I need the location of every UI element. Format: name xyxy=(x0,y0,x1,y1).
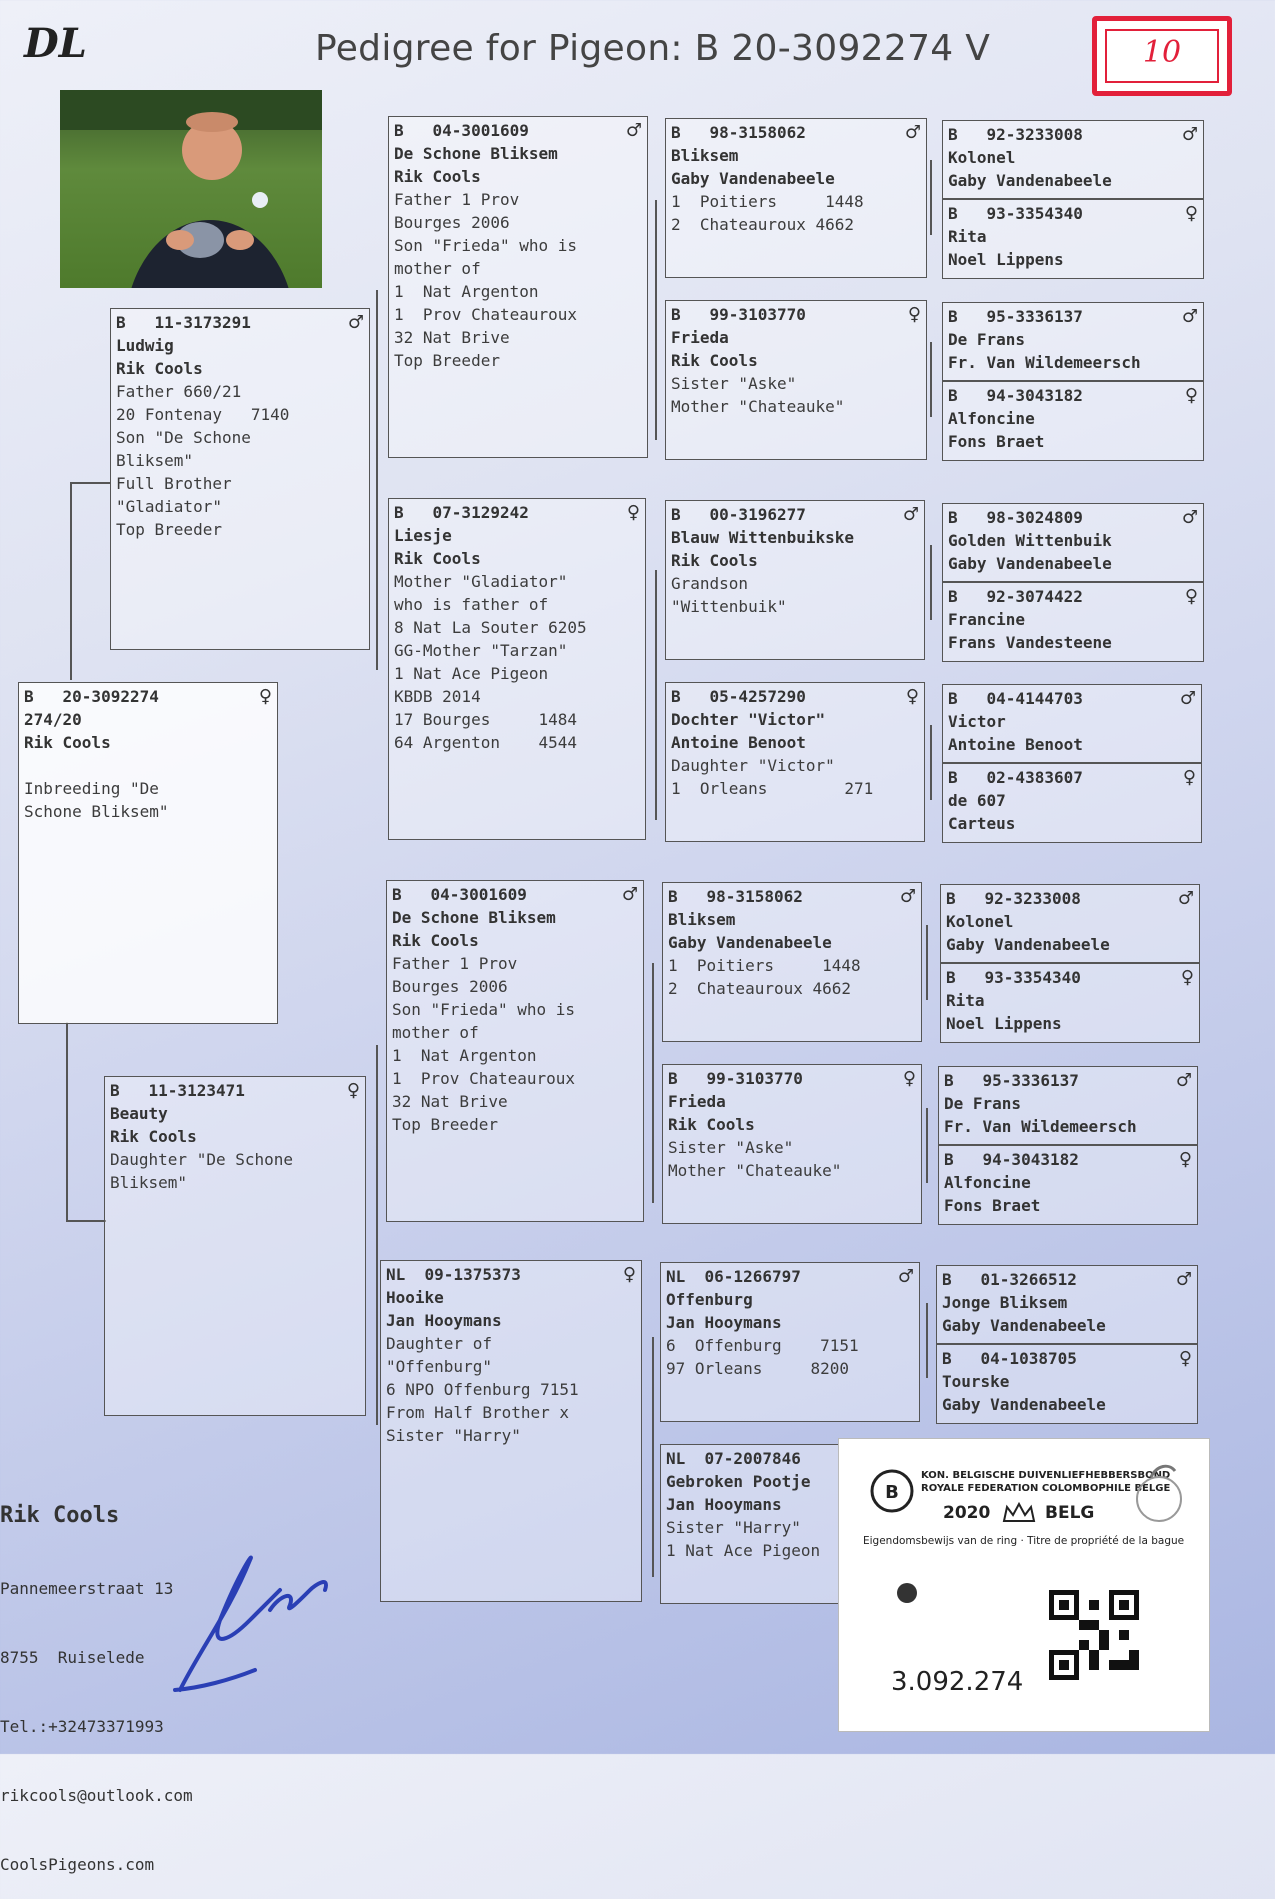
pigeon-name: Tourske xyxy=(942,1372,1010,1391)
pigeon-name: Dochter "Victor" xyxy=(671,710,826,729)
pigeon-owner: Rik Cools xyxy=(392,931,479,950)
male-icon: ♂ xyxy=(899,886,916,907)
note-line: 1 Nat Argenton xyxy=(392,1046,537,1065)
pigeon-name: Golden Wittenbuik xyxy=(948,531,1112,550)
pigeon-owner: Frans Vandesteene xyxy=(948,633,1112,652)
pigeon-owner: Fr. Van Wildemeersch xyxy=(948,353,1141,372)
kbdb-logo-icon xyxy=(869,1465,915,1515)
note-line: 1 Prov Chateauroux xyxy=(392,1069,576,1088)
note-line: 1 Nat Ace Pigeon xyxy=(394,664,549,683)
pigeon-name: Bliksem xyxy=(671,146,739,165)
connector-line xyxy=(655,570,657,820)
federation-name: KON. BELGISCHE DUIVENLIEFHEBBERSBOND ROYALE FEDERATION COLOMBOPHILE BELGE xyxy=(921,1470,1171,1494)
owner-phone: Tel.:+32473371993 xyxy=(0,1717,164,1736)
ancestor-card xyxy=(665,300,927,460)
note-line: mother of xyxy=(394,259,481,278)
subject-code: 274/20 xyxy=(24,710,82,729)
pigeon-owner: Jan Hooymans xyxy=(666,1495,782,1514)
connector-line xyxy=(376,1045,378,1425)
note-line: Father 660/21 xyxy=(116,382,242,401)
owner-city: 8755 Ruiselede xyxy=(0,1648,145,1667)
pigeon-name: Francine xyxy=(948,610,1026,629)
pigeon-owner: Rik Cools xyxy=(110,1127,197,1146)
ring-year: 2020 xyxy=(943,1503,991,1523)
paternal-grandfather-card xyxy=(388,116,648,458)
ring-number-large: 3.092.274 xyxy=(891,1667,1024,1697)
note-line: Top Breeder xyxy=(394,351,500,370)
female-icon: ♀ xyxy=(346,1080,360,1101)
ring-number: B 93-3354340 xyxy=(946,968,1081,987)
female-icon: ♀ xyxy=(902,1068,916,1089)
ring-number: B 11-3173291 xyxy=(116,313,251,332)
pigeon-name: De Frans xyxy=(944,1094,1022,1113)
owner-name: Rik Cools xyxy=(0,1503,120,1528)
pigeon-owner: Gaby Vandenabeele xyxy=(948,171,1112,190)
female-icon: ♀ xyxy=(1178,1149,1192,1170)
ancestor-card-small xyxy=(942,582,1204,662)
ring-number: B 94-3043182 xyxy=(944,1150,1079,1169)
ancestor-card-small xyxy=(936,1344,1198,1424)
note-line: Bourges 2006 xyxy=(392,977,508,996)
ancestor-card-small xyxy=(938,1066,1198,1145)
note-line: Daughter of xyxy=(386,1334,492,1353)
paternal-grandmother-card xyxy=(388,498,646,840)
note-line: 2 Chateauroux 4662 xyxy=(671,215,855,234)
pigeon-name: Frieda xyxy=(668,1092,726,1111)
pigeon-name: Kolonel xyxy=(948,148,1016,167)
ring-number: B 92-3074422 xyxy=(948,587,1083,606)
ring-number: B 04-1038705 xyxy=(942,1349,1077,1368)
note-line: 8 Nat La Souter 6205 xyxy=(394,618,587,637)
pigeon-name: Rita xyxy=(946,991,985,1010)
ring-number: B 20-3092274 xyxy=(24,687,159,706)
female-icon: ♀ xyxy=(626,502,640,523)
note-line: 1 Prov Chateauroux xyxy=(394,305,578,324)
stamp-number: 10 xyxy=(1105,29,1219,83)
breeder-photo xyxy=(60,90,322,288)
male-icon: ♂ xyxy=(1181,507,1198,528)
ancestor-card xyxy=(662,1064,922,1224)
note-line: Bliksem" xyxy=(116,451,194,470)
ancestor-card-small xyxy=(942,381,1204,461)
pigeon-name: Alfoncine xyxy=(944,1173,1031,1192)
ancestor-card-small xyxy=(936,1265,1198,1344)
ring-number: B 05-4257290 xyxy=(671,687,806,706)
note-line: 6 NPO Offenburg 7151 xyxy=(386,1380,579,1399)
ring-number: B 04-3001609 xyxy=(394,121,529,140)
initials-mark: DL xyxy=(24,20,87,67)
owner-website[interactable]: CoolsPigeons.com xyxy=(0,1855,155,1874)
note-line: Sister "Aske" xyxy=(671,374,797,393)
female-icon: ♀ xyxy=(907,304,921,325)
subject-card xyxy=(18,682,278,1024)
note-line: Daughter "De Schone xyxy=(110,1150,294,1169)
ring-number: B 95-3336137 xyxy=(944,1071,1079,1090)
male-icon: ♂ xyxy=(1175,1269,1192,1290)
pigeon-name: Hooike xyxy=(386,1288,444,1307)
punch-hole xyxy=(897,1583,917,1603)
connector-line xyxy=(930,545,932,620)
note-line: 1 Nat Ace Pigeon xyxy=(666,1541,821,1560)
ancestor-card xyxy=(665,500,925,660)
ring-number: B 04-3001609 xyxy=(392,885,527,904)
note-line: Full Brother xyxy=(116,474,232,493)
pigeon-owner: Carteus xyxy=(948,814,1016,833)
signature xyxy=(160,1540,360,1700)
pigeon-name: Gebroken Pootje xyxy=(666,1472,811,1491)
pigeon-name: Beauty xyxy=(110,1104,168,1123)
note-line: 1 Nat Argenton xyxy=(394,282,539,301)
subject-owner: Rik Cools xyxy=(24,733,111,752)
federation-emblem-icon xyxy=(1129,1459,1189,1529)
note-line: Mother "Chateauke" xyxy=(668,1161,842,1180)
note-line: "Wittenbuik" xyxy=(671,597,787,616)
note-line: 6 Offenburg 7151 xyxy=(666,1336,859,1355)
ring-country: BELG xyxy=(1045,1503,1095,1523)
note-line: Top Breeder xyxy=(116,520,222,539)
pigeon-owner: Gaby Vandenabeele xyxy=(671,169,835,188)
ring-number: B 94-3043182 xyxy=(948,386,1083,405)
ring-number: B 04-4144703 xyxy=(948,689,1083,708)
male-icon: ♂ xyxy=(902,504,919,525)
page-title: Pedigree for Pigeon: B 20-3092274 V xyxy=(315,28,991,69)
note-line: KBDB 2014 xyxy=(394,687,481,706)
pigeon-name: Rita xyxy=(948,227,987,246)
female-icon: ♀ xyxy=(1178,1348,1192,1369)
mother-card xyxy=(104,1076,366,1416)
pigeon-owner: Rik Cools xyxy=(116,359,203,378)
pigeon-name: Alfoncine xyxy=(948,409,1035,428)
male-icon: ♂ xyxy=(1179,688,1196,709)
ancestor-card-small xyxy=(940,884,1200,963)
note-line: 1 Poitiers 1448 xyxy=(671,192,864,211)
pigeon-owner: Noel Lippens xyxy=(946,1014,1062,1033)
owner-address: Pannemeerstraat 13 xyxy=(0,1579,174,1598)
female-icon: ♀ xyxy=(905,686,919,707)
ancestor-card-small xyxy=(938,1145,1198,1225)
pigeon-owner: Gaby Vandenabeele xyxy=(668,933,832,952)
father-card xyxy=(110,308,370,650)
pigeon-name: Ludwig xyxy=(116,336,174,355)
note-line: 32 Nat Brive xyxy=(392,1092,508,1111)
male-icon: ♂ xyxy=(904,122,921,143)
pigeon-name: de 607 xyxy=(948,791,1006,810)
ancestor-card xyxy=(665,682,925,842)
ancestor-card-small xyxy=(940,963,1200,1043)
ring-number: B 01-3266512 xyxy=(942,1270,1077,1289)
male-icon: ♂ xyxy=(897,1266,914,1287)
connector-line xyxy=(66,1022,68,1222)
male-icon: ♂ xyxy=(621,884,638,905)
connector-line xyxy=(930,160,932,235)
note-line: Top Breeder xyxy=(392,1115,498,1134)
note-line: Grandson xyxy=(671,574,749,593)
owner-email[interactable]: rikcools@outlook.com xyxy=(0,1786,193,1805)
note-line: "Gladiator" xyxy=(116,497,222,516)
ancestor-card xyxy=(662,882,922,1042)
maternal-grandmother-card xyxy=(380,1260,642,1602)
pigeon-owner: Noel Lippens xyxy=(948,250,1064,269)
note-line: From Half Brother x xyxy=(386,1403,570,1422)
connector-line xyxy=(652,963,654,1203)
pigeon-name: Frieda xyxy=(671,328,729,347)
ring-number: B 07-3129242 xyxy=(394,503,529,522)
pigeon-owner: Fr. Van Wildemeersch xyxy=(944,1117,1137,1136)
pigeon-name: De Schone Bliksem xyxy=(392,908,556,927)
female-icon: ♀ xyxy=(1184,586,1198,607)
note-line: Sister "Harry" xyxy=(386,1426,521,1445)
note-line: 64 Argenton 4544 xyxy=(394,733,578,752)
svg-text:B: B xyxy=(885,1482,899,1503)
ancestor-card xyxy=(660,1262,920,1422)
note-line: Sister "Aske" xyxy=(668,1138,794,1157)
note-line: 2 Chateauroux 4662 xyxy=(668,979,852,998)
connector-line xyxy=(652,1337,654,1577)
female-icon: ♀ xyxy=(622,1264,636,1285)
connector-line xyxy=(926,1108,928,1183)
connector-line xyxy=(930,342,932,417)
female-icon: ♀ xyxy=(1184,385,1198,406)
maternal-grandfather-card xyxy=(386,880,644,1222)
ring-number: NL 06-1266797 xyxy=(666,1267,801,1286)
ring-number: B 99-3103770 xyxy=(668,1069,803,1088)
pigeon-owner: Jan Hooymans xyxy=(386,1311,502,1330)
ancestor-card-small xyxy=(942,120,1204,199)
ancestor-card-small xyxy=(942,302,1204,381)
note-line: GG-Mother "Tarzan" xyxy=(394,641,568,660)
note-line: "Offenburg" xyxy=(386,1357,492,1376)
connector-line xyxy=(655,200,657,440)
ring-number: NL 07-2007846 xyxy=(666,1449,801,1468)
female-icon: ♀ xyxy=(1182,767,1196,788)
pigeon-owner: Rik Cools xyxy=(394,549,481,568)
ring-number: B 98-3024809 xyxy=(948,508,1083,527)
note-line: Son "Frieda" who is xyxy=(394,236,578,255)
male-icon: ♂ xyxy=(1181,306,1198,327)
note-line: 1 Orleans 271 xyxy=(671,779,874,798)
pigeon-name: Blauw Wittenbuikske xyxy=(671,528,855,547)
connector-line xyxy=(926,1303,928,1378)
note-line: Mother "Chateauke" xyxy=(671,397,845,416)
pigeon-owner: Fons Braet xyxy=(944,1196,1041,1215)
male-icon: ♂ xyxy=(625,120,642,141)
ring-number: B 99-3103770 xyxy=(671,305,806,324)
ring-ownership-text: Eigendomsbewijs van de ring · Titre de propriété de la bague xyxy=(863,1535,1185,1547)
note-line: Father 1 Prov xyxy=(394,190,520,209)
connector-line xyxy=(376,290,378,670)
ring-number: B 02-4383607 xyxy=(948,768,1083,787)
pigeon-name: Liesje xyxy=(394,526,452,545)
ring-number: B 11-3123471 xyxy=(110,1081,245,1100)
note-line: 97 Orleans 8200 xyxy=(666,1359,850,1378)
note-line: who is father of xyxy=(394,595,549,614)
ring-number: B 92-3233008 xyxy=(946,889,1081,908)
note-line: 17 Bourges 1484 xyxy=(394,710,578,729)
female-icon: ♀ xyxy=(258,686,272,707)
subject-note: Schone Bliksem" xyxy=(24,802,169,821)
connector-line xyxy=(70,482,110,484)
connector-line xyxy=(930,725,932,800)
connector-line xyxy=(70,482,72,680)
ancestor-card xyxy=(665,118,927,278)
note-line: 20 Fontenay 7140 xyxy=(116,405,290,424)
ancestor-card-small xyxy=(942,199,1204,279)
pigeon-owner: Gaby Vandenabeele xyxy=(946,935,1110,954)
pigeon-owner: Antoine Benoot xyxy=(948,735,1083,754)
note-line: Son "Frieda" who is xyxy=(392,1000,576,1019)
pigeon-owner: Rik Cools xyxy=(668,1115,755,1134)
note-line: Bourges 2006 xyxy=(394,213,510,232)
number-stamp xyxy=(1092,16,1232,96)
qr-code-icon xyxy=(1049,1589,1139,1681)
connector-line xyxy=(926,925,928,1000)
pigeon-name: Offenburg xyxy=(666,1290,753,1309)
pigeon-name: Bliksem xyxy=(668,910,736,929)
crown-icon xyxy=(1001,1501,1037,1525)
pigeon-owner: Gaby Vandenabeele xyxy=(942,1316,1106,1335)
pigeon-name: De Frans xyxy=(948,330,1026,349)
note-line: 32 Nat Brive xyxy=(394,328,510,347)
female-icon: ♀ xyxy=(1184,203,1198,224)
pigeon-owner: Fons Braet xyxy=(948,432,1045,451)
male-icon: ♂ xyxy=(347,312,364,333)
ring-number: B 93-3354340 xyxy=(948,204,1083,223)
ring-number: B 98-3158062 xyxy=(668,887,803,906)
pigeon-owner: Antoine Benoot xyxy=(671,733,806,752)
male-icon: ♂ xyxy=(1181,124,1198,145)
ring-number: B 95-3336137 xyxy=(948,307,1083,326)
male-icon: ♂ xyxy=(1175,1070,1192,1091)
connector-line xyxy=(66,1220,106,1222)
ancestor-card-small xyxy=(942,763,1202,843)
note-line: Mother "Gladiator" xyxy=(394,572,568,591)
ancestor-card-small xyxy=(942,503,1204,582)
pigeon-owner: Rik Cools xyxy=(394,167,481,186)
note-line: mother of xyxy=(392,1023,479,1042)
note-line: 1 Poitiers 1448 xyxy=(668,956,861,975)
pigeon-owner: Gaby Vandenabeele xyxy=(948,554,1112,573)
note-line: Bliksem" xyxy=(110,1173,188,1192)
pigeon-owner: Rik Cools xyxy=(671,551,758,570)
note-line: Daughter "Victor" xyxy=(671,756,835,775)
pigeon-owner: Jan Hooymans xyxy=(666,1313,782,1332)
pigeon-name: Kolonel xyxy=(946,912,1014,931)
note-line: Sister "Harry" xyxy=(666,1518,801,1537)
pigeon-name: Victor xyxy=(948,712,1006,731)
note-line: Son "De Schone xyxy=(116,428,251,447)
ring-number: B 00-3196277 xyxy=(671,505,806,524)
note-line: Father 1 Prov xyxy=(392,954,518,973)
ring-number: NL 09-1375373 xyxy=(386,1265,521,1284)
pigeon-name: Jonge Bliksem xyxy=(942,1293,1068,1312)
ring-ownership-card xyxy=(838,1438,1210,1732)
ring-number: B 98-3158062 xyxy=(671,123,806,142)
ancestor-card-small xyxy=(942,684,1202,763)
pigeon-name: De Schone Bliksem xyxy=(394,144,558,163)
male-icon: ♂ xyxy=(1177,888,1194,909)
female-icon: ♀ xyxy=(1180,967,1194,988)
pigeon-owner: Gaby Vandenabeele xyxy=(942,1395,1106,1414)
ring-number: B 92-3233008 xyxy=(948,125,1083,144)
pigeon-owner: Rik Cools xyxy=(671,351,758,370)
subject-note: Inbreeding "De xyxy=(24,779,159,798)
